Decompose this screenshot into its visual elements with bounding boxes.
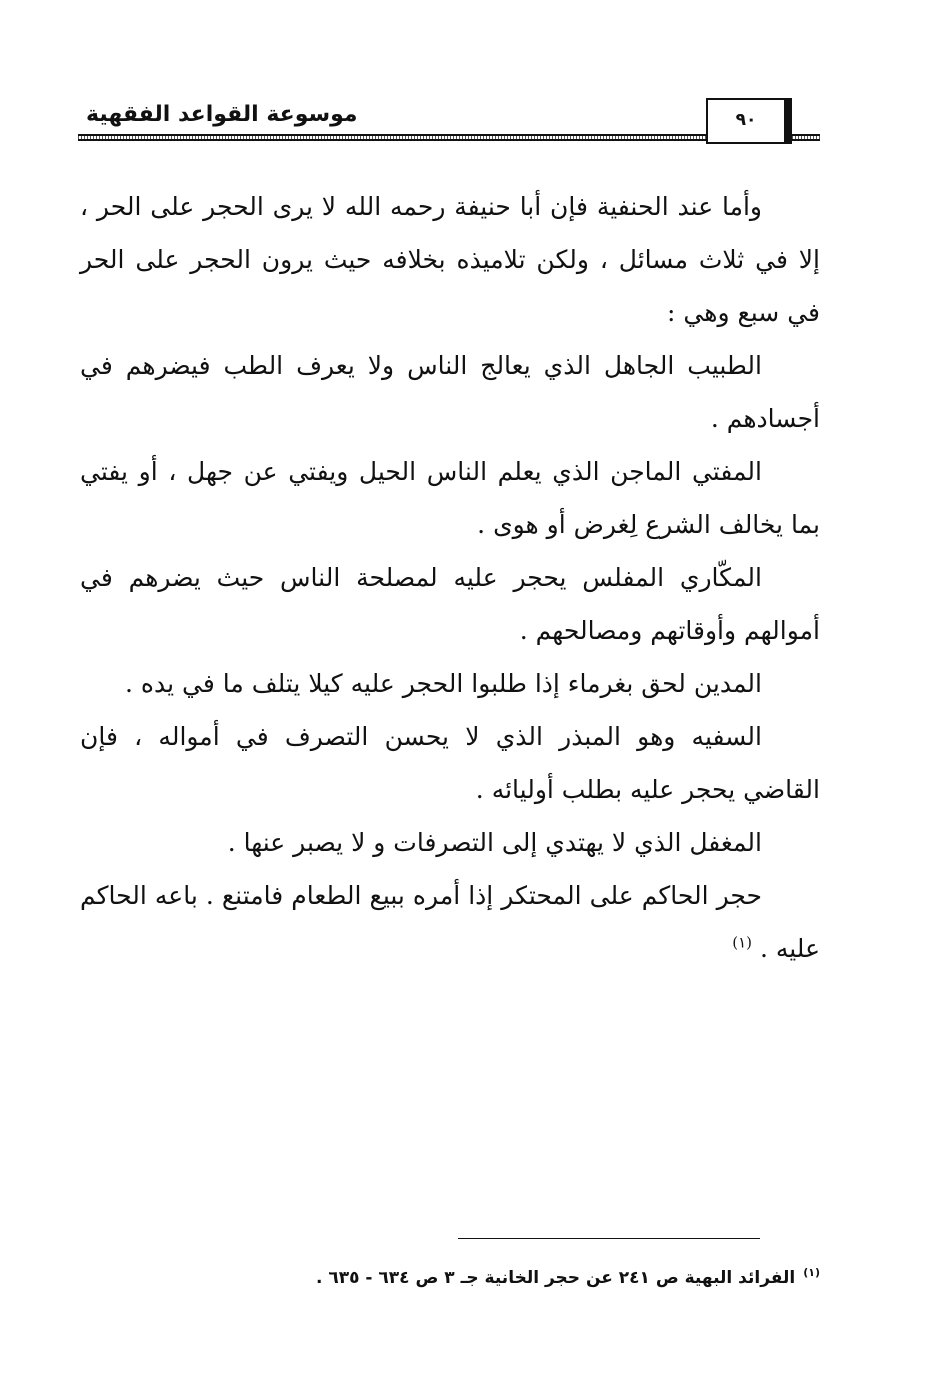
paragraph-text: المكّاري المفلس يحجر عليه لمصلحة الناس حيث يضرهم في أموالهم وأوقاتهم ومصالحهم . xyxy=(80,563,820,645)
footnote-marker: (١) xyxy=(803,1266,820,1280)
paragraph-text: وأما عند الحنفية فإن أبا حنيفة رحمه الله لا يرى الحجر على الحر ، إلا في ثلاث مسائل ، ولكن تلاميذه بخلافه حيث يرون الحجر على الحر في سبع وهي : xyxy=(80,192,820,327)
footnote-reference[interactable]: (١) xyxy=(732,933,752,952)
main-text xyxy=(80,180,820,975)
paragraph-text: المغفل الذي لا يهتدي إلى التصرفات و لا يصبر عنها . xyxy=(227,828,762,857)
page-number: ٩٠ xyxy=(735,110,757,130)
paragraph-hoarder xyxy=(80,869,820,975)
paragraph-text: المدين لحق بغرماء إذا طلبوا الحجر عليه كيلا يتلف ما في يده . xyxy=(125,669,762,698)
paragraph-mukari xyxy=(80,551,820,657)
paragraph-physician xyxy=(80,339,820,445)
paragraph-mufti xyxy=(80,445,820,551)
paragraph-mughaffal xyxy=(80,816,820,869)
running-header xyxy=(78,96,820,152)
footnote-text: الفرائد البهية ص ٢٤١ عن حجر الخانية جـ ٣ ص ٦٣٤ - ٦٣٥ . xyxy=(315,1268,796,1288)
footnote xyxy=(200,1258,820,1298)
paragraph-text: الطبيب الجاهل الذي يعالج الناس ولا يعرف الطب فيضرهم في أجسادهم . xyxy=(80,351,820,433)
paragraph-text: السفيه وهو المبذر الذي لا يحسن التصرف في أمواله ، فإن القاضي يحجر عليه بطلب أوليائه . xyxy=(80,722,820,804)
book-title: موسوعة القواعد الفقهية xyxy=(86,102,358,127)
paragraph-text: حجر الحاكم على المحتكر إذا أمره ببيع الطعام فامتنع . باعه الحاكم عليه . xyxy=(80,881,820,963)
paragraph-text: المفتي الماجن الذي يعلم الناس الحيل ويفتي عن جهل ، أو يفتي بما يخالف الشرع لِغرض أو هوى . xyxy=(80,457,820,539)
footnote-separator xyxy=(458,1238,760,1239)
paragraph-debtor xyxy=(80,657,820,710)
paragraph-safih xyxy=(80,710,820,816)
paragraph-intro xyxy=(80,180,820,339)
page-number-box xyxy=(706,98,792,144)
